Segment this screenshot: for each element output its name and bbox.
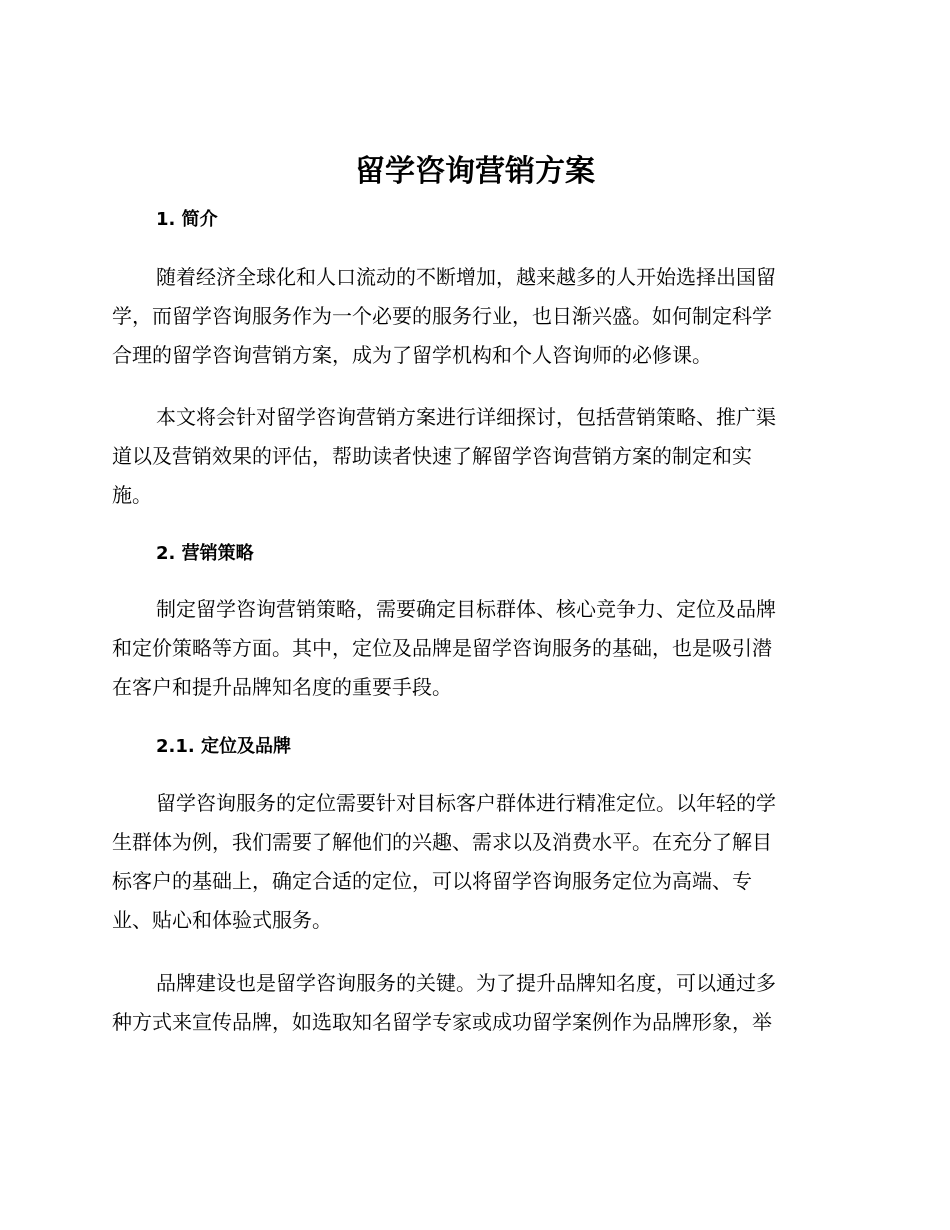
paragraph-line: 学，而留学咨询服务作为一个必要的服务行业，也日渐兴盛。如何制定科学 xyxy=(112,304,772,328)
paragraph-line: 道以及营销效果的评估，帮助读者快速了解留学咨询营销方案的制定和实 xyxy=(112,444,752,468)
paragraph-line: 随着经济全球化和人口流动的不断增加，越来越多的人开始选择出国留 xyxy=(156,265,776,289)
paragraph-line: 品牌建设也是留学咨询服务的关键。为了提升品牌知名度，可以通过多 xyxy=(156,971,776,995)
section-heading-strategy: 2. 营销策略 xyxy=(156,543,254,564)
paragraph-line: 合理的留学咨询营销方案，成为了留学机构和个人咨询师的必修课。 xyxy=(112,343,712,367)
paragraph-line: 施。 xyxy=(112,483,152,507)
paragraph-line: 在客户和提升品牌知名度的重要手段。 xyxy=(112,675,452,699)
paragraph-intro-2 xyxy=(112,398,832,515)
paragraph-line: 留学咨询服务的定位需要针对目标客户群体进行精准定位。以年轻的学 xyxy=(156,791,776,815)
section-heading-positioning: 2.1. 定位及品牌 xyxy=(156,736,291,757)
paragraph-positioning-1 xyxy=(112,784,832,940)
paragraph-line: 种方式来宣传品牌，如选取知名留学专家或成功留学案例作为品牌形象，举 xyxy=(112,1010,772,1034)
paragraph-strategy-1 xyxy=(112,590,832,707)
paragraph-line: 制定留学咨询营销策略，需要确定目标群体、核心竞争力、定位及品牌 xyxy=(156,597,776,621)
paragraph-positioning-2 xyxy=(112,964,832,1042)
paragraph-line: 本文将会针对留学咨询营销方案进行详细探讨，包括营销策略、推广渠 xyxy=(156,405,776,429)
paragraph-line: 业、贴心和体验式服务。 xyxy=(112,908,332,932)
paragraph-line: 生群体为例，我们需要了解他们的兴趣、需求以及消费水平。在充分了解目 xyxy=(112,830,772,854)
paragraph-line: 和定价策略等方面。其中，定位及品牌是留学咨询服务的基础，也是吸引潜 xyxy=(112,636,772,660)
paragraph-line: 标客户的基础上，确定合适的定位，可以将留学咨询服务定位为高端、专 xyxy=(112,869,752,893)
section-heading-intro: 1. 简介 xyxy=(156,209,218,230)
document-title: 留学咨询营销方案 xyxy=(355,154,595,189)
paragraph-intro-1 xyxy=(112,258,832,375)
